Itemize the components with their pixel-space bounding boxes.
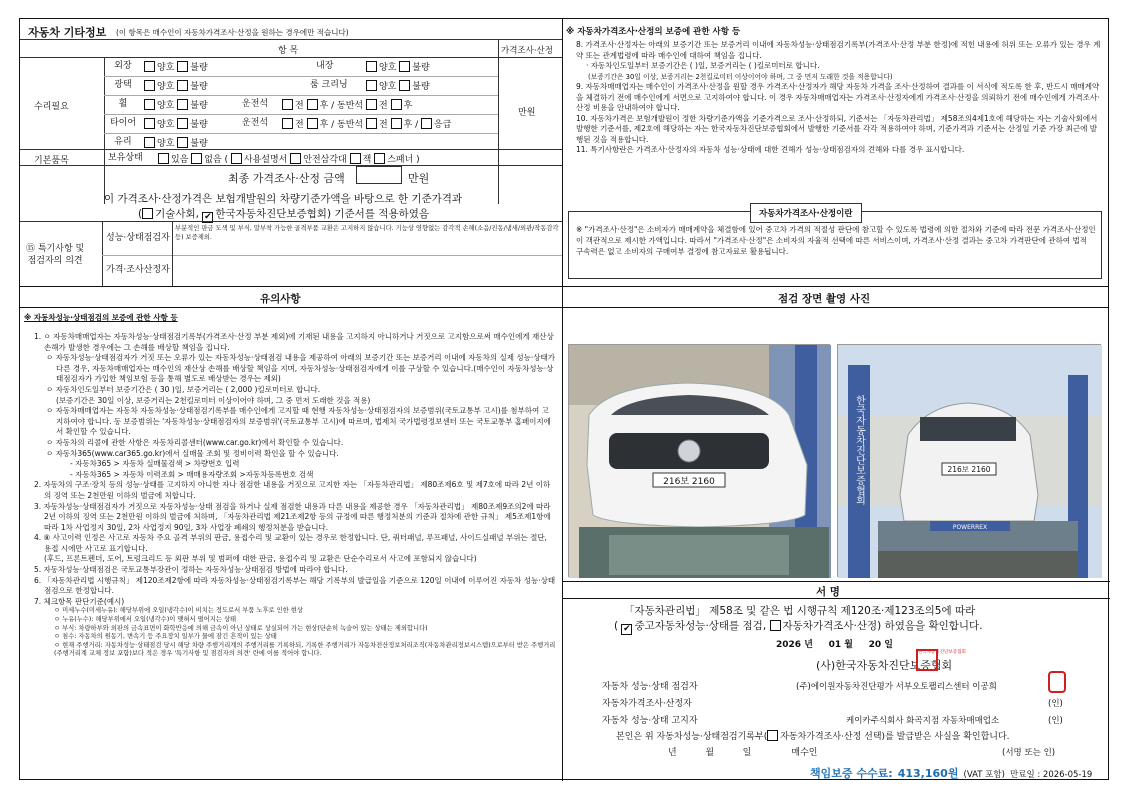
checkbox[interactable] bbox=[366, 61, 377, 72]
fee-line: 책임보증 수수료: 413,160원 (VAT 포함) 만료일 : 2026-05-19 bbox=[810, 767, 1093, 780]
checkbox[interactable] bbox=[366, 118, 377, 129]
checkbox[interactable] bbox=[350, 153, 361, 164]
inspection-photo-front bbox=[568, 344, 830, 577]
repair-label-exterior: 외장 bbox=[114, 61, 132, 71]
checkbox[interactable] bbox=[374, 153, 385, 164]
sign-title: 서 명 bbox=[816, 586, 840, 598]
plate-text-rear: 216보 2160 bbox=[947, 465, 991, 474]
checkbox[interactable] bbox=[767, 730, 778, 741]
banner-text: 한국자동차진단보증협회 bbox=[853, 395, 865, 505]
checkbox[interactable] bbox=[177, 61, 188, 72]
checkbox[interactable] bbox=[290, 153, 301, 164]
opt-glass: 양호 불량 bbox=[144, 137, 208, 150]
opt-tire: 양호 불량 bbox=[144, 118, 208, 131]
checkbox[interactable] bbox=[391, 99, 402, 110]
photos-title: 점검 장면 촬영 사진 bbox=[778, 293, 871, 305]
sign-org: (사)한국자동차진단보증협회 bbox=[816, 659, 953, 672]
special-label: ⑮ 특기사항 및 점검자의 의견 bbox=[26, 244, 85, 266]
item-header: 항 목 bbox=[278, 46, 299, 56]
checkbox[interactable] bbox=[177, 99, 188, 110]
repair-label-interior: 내장 bbox=[316, 61, 334, 71]
inspection-photo-rear bbox=[837, 344, 1101, 577]
repair-label-wheel: 휠 bbox=[118, 99, 128, 109]
checkbox-checked[interactable]: ✔ bbox=[204, 212, 212, 222]
cautions-heading: ※ 자동차성능·상태점검의 보증에 관한 사항 등 bbox=[24, 313, 178, 322]
final-line1: 이 가격조사·산정가격은 보험개발원의 차량기준가액을 바탕으로 한 기준가격과 bbox=[104, 193, 463, 205]
inspector-value: (주)에이원자동차진단평가 서부오토팰리스센터 이공희 bbox=[796, 682, 997, 692]
cautions-title: 유의사항 bbox=[260, 293, 301, 305]
checkbox[interactable] bbox=[177, 118, 188, 129]
checkbox[interactable] bbox=[770, 620, 781, 631]
price-value: 만원 bbox=[518, 108, 536, 118]
opt-gloss: 양호 불량 bbox=[144, 80, 208, 93]
checkbox[interactable] bbox=[144, 80, 155, 91]
final-line2: ( 기술사회, ✔ 한국자동차진단보증협회) 기준서를 적용하였음 bbox=[138, 208, 430, 222]
right-heading: ※ 자동차가격조사·산정의 보증에 관한 사항 등 bbox=[566, 27, 741, 37]
repair-label-glass: 유리 bbox=[114, 137, 132, 147]
opt-room: 양호 불량 bbox=[366, 80, 430, 93]
box-title: 자동차가격조사·산정이란 bbox=[750, 203, 862, 223]
checkbox[interactable] bbox=[366, 99, 377, 110]
checkbox[interactable] bbox=[144, 137, 155, 148]
tire-position: 운전석 bbox=[242, 118, 269, 128]
sign-date: 2026 년 01 월 20 일 bbox=[776, 640, 893, 650]
sign-law: 「자동차관리법」 제58조 및 같은 법 시행규칙 제120조·제123조의5에 따라 bbox=[624, 605, 976, 617]
opt-exterior: 양호 불량 bbox=[144, 61, 208, 74]
checkbox[interactable] bbox=[307, 99, 318, 110]
basic-label: 기본품목 bbox=[34, 156, 69, 166]
checkbox[interactable] bbox=[282, 99, 293, 110]
checkbox-checked[interactable]: ✔ bbox=[623, 624, 631, 634]
basic-opts: 있음 없음 ( 사용설명서 안전삼각대 잭 스패너 ) bbox=[158, 153, 420, 166]
org-seal: 한국자동차진단보증협회 bbox=[916, 649, 938, 671]
special-row1-label: 성능·상태점검자 bbox=[106, 233, 170, 243]
checkbox[interactable] bbox=[158, 153, 169, 164]
buyer-line: 년 월 일 매수인 bbox=[668, 748, 818, 758]
special-row2-label: 가격·조사산정자 bbox=[106, 265, 170, 275]
checkbox[interactable] bbox=[177, 80, 188, 91]
opt-wheel-pos: 전 후 / 동반석 전 후 bbox=[282, 99, 412, 112]
price-header: 가격조사·산정 bbox=[501, 46, 553, 56]
wheel-position: 운전석 bbox=[242, 99, 269, 109]
notifier-sign: (인) bbox=[1048, 716, 1063, 726]
checkbox[interactable] bbox=[391, 118, 402, 129]
appraiser-label: 자동차가격조사·산정자 bbox=[602, 699, 692, 709]
repair-label-room: 룸 크리닝 bbox=[310, 80, 348, 90]
receipt-line: 본인은 위 자동차성능·상태점검기록부( 자동차가격조사·산정 선택)를 발급받은 사실을 확인합니다. bbox=[616, 732, 1010, 742]
other-info-subtitle: (이 항목은 매수인이 자동차가격조사·산정을 원하는 경우에만 적습니다) bbox=[116, 28, 349, 37]
final-price-box[interactable] bbox=[356, 166, 402, 184]
checkbox[interactable] bbox=[366, 80, 377, 91]
repair-label-tire: 타이어 bbox=[109, 118, 137, 128]
repair-group-label: 수리필요 bbox=[34, 102, 69, 112]
plate-text: 216보 2160 bbox=[663, 477, 715, 487]
inspector-seal bbox=[1048, 671, 1066, 693]
checkbox[interactable] bbox=[421, 118, 432, 129]
opt-tire-pos: 전 후 / 동반석 전 후 / 응급 bbox=[282, 118, 451, 131]
checkbox[interactable] bbox=[307, 118, 318, 129]
cautions-list: 1. ㅇ 자동차매매업자는 자동차성능·상태점검기록부(가격조사·산정 부분 제외)에 기재된 내용을 고지하지 아니하거나 거짓으로 고지함으로써 매수인에게 재산상 손해가 발생한 경우에는 그 손해를 배상할 책임을 집니다. ㅇ 자동차성능·상태점검자가 거짓 또는 오류가 있는 자동차성능·상태점검 내용을 제공하여 아래의 보증기간 또는 보증거리 이내에 자동차의 실제 성능·상태가 다른 경우, 자동차매매업자는 매수인의 재산상 손해를 배상할 책임을 지며, 자동차성능·상태점검자에게 이를 구상할 수 있습니다.(매수인이 자동차성능·상태점검자가 가입한 책임보험 등을 통해 별도로 배상받는 경우는 제외) ㅇ 자동차인도일부터 보증기간은 ( 30 )일, 보증거리는 ( 2,000 )킬로미터로 합니다. (보증기간은 30일 이상, 보증거리는 2천킬로미터 이상이어야 하며, 그 중 먼저 도래한 것을 적용) ㅇ 자동차매매업자는 자동차 자동차성능·상태점검기록부를 매수인에게 고지할 때 현행 자동차성능·상태점검자의 보증범위(국토교통부 고시)를 첨부하여 고지하여야 합니다. 동 보증범위는 '자동차성능·상태점검자의 보증범위'(국토교통부 고시)에 따르며, 법제처 국가법령정보센터 또는 국토교통부 홈페이지에서 확인할 수 있습니다. ㅇ 자동차의 리콜에 관한 사항은 자동차리콜센터(www.car.go.kr)에서 확인할 수 있습니다. ㅇ 자동차365(www.car365.go.kr)에서 실매물 조회 및 정비이력 확인을 할 수 있습니다. - 자동차365 > 자동차 실매물검색 > 차량번호 입력 - 자동차365 > 자동차 이력조회 > 매매용자량조회 >자동차등록번호 검색 2. 자동차의 구조·장치 등의 성능·상태를 고지하지 아니한 자나 점검한 내용을 거짓으로 고지한 자는 「자동차관리법」 제80조제6호 및 제7호에 따라 2년 이하의 징역 또는 2천만원 이하의 벌금에 처합니다. 3. 자동차성능·상태점검자가 거짓으로 자동차성능·상태 점검을 하거나 실제 점검한 내용과 다른 내용을 제공한 경우 「자동차관리법」 제80조제9조의2에 따라 2년 이하의 징역 또는 2천만원 이하의 벌금에 처하며, 「자동차관리법 제21조제2항 등의 규정에 따른 행정처분의 기준과 절차에 관한 규칙」 제5조제1항에 따라 1차 사업정지 30일, 2차 사업정지 90일, 3차 사업장 폐쇄의 행정처분을 받습니다. 4. ⑧ 사고이력 인정은 사고로 자동차 주요 골격 부위의 판금, 용접수리 및 교환이 있는 경우로 한정합니다. 단, 쿼터패널, 루프패널, 사이드실패널 부위는 절단, 용접 시에만 사고로 표기합니다. (후드, 프론트펜더, 도어, 트렁크리드 등 외판 부위 및 범퍼에 대한 판금, 용접수리 및 교환은 단순수리로서 사고에 포함되지 않습니다) 5. 자동차성능·상태점검은 국토교통부장관이 정하는 자동차성능·상태점검 방법에 따라야 합니다. 6. 「자동차관리법 시행규칙」 제120조제2항에 따라 자동차성능·상태점검기록부는 해당 기록부의 발급일을 기준으로 120일 이내에 이루어진 자동차 성능·상태점검으로 한정합니다. 7. 체크항목 판단기준(예시) ㅇ 미세누수(미세누유): 해당부위에 오일(냉각수)이 비치는 정도로서 부품 노후로 인한 현상 ㅇ 누유(누수): 해당부위에서 오일(냉각수)이 맺혀서 떨어지는 상태 ㅇ 부식: 차량하부와 외판의 금속표면이 화학반응에 의해 금속이 아닌 상태로 상실되어 가는 현상(단순히 녹슬어 있는 상태는 제외합니다) ㅇ 침수: 자동차의 원동기, 변속기 등 주요장치 일부가 물에 잠긴 흔적이 있는 상태 ㅇ 현재 주행거리: 자동차성능·상태점검 당시 해당 차량 주행거리계의 주행거리를 기록하되, 기록한 주행거리가 자동차전산정보처리조직(자동차관리정보시스템)으로부터 받은 주행거리(주행거리계 교체 정보 포함)보다 적은 경우 '특기사항 및 점검자의 의견' 란에 이를 적어야 합니다. bbox=[34, 332, 556, 658]
sign-check: ( ✔ 중고자동차성능·상태를 점검, 자동차가격조사·산정) 하였음을 확인합니다. bbox=[614, 620, 983, 634]
opt-wheel: 양호 불량 bbox=[144, 99, 208, 112]
repair-label-gloss: 광택 bbox=[114, 80, 132, 90]
opt-interior: 양호 불량 bbox=[366, 61, 430, 74]
checkbox[interactable] bbox=[191, 153, 202, 164]
checkbox[interactable] bbox=[144, 61, 155, 72]
checkbox[interactable] bbox=[177, 137, 188, 148]
special-row1-text: 부분적인 판금 도색 및 부식, 말부착 가능한 골격부품 교환은 고지하지 않습니다. 기능상 영향없는 감각적 손해(소음/진동/냄새/외관/작동감각 등) 보증제외. bbox=[175, 225, 559, 241]
basic-sub: 보유상태 bbox=[108, 153, 143, 163]
final-price-label: 최종 가격조사·산정 금액 bbox=[228, 172, 345, 185]
checkbox[interactable] bbox=[399, 61, 410, 72]
inspector-label: 자동차 성능·상태 점검자 bbox=[602, 682, 698, 692]
inspection-record-sheet bbox=[19, 18, 1109, 780]
checkbox[interactable] bbox=[231, 153, 242, 164]
checkbox[interactable] bbox=[144, 99, 155, 110]
box-text: ※ "가격조사·산정"은 소비자가 매매계약을 체결함에 있어 중고차 가격의 적절성 판단에 참고할 수 있도록 법령에 의한 절차와 기준에 따라 전문 가격조사·산정인이 객관적으로 제시한 가액입니다. 따라서 "가격조사·산정"은 소비자의 자율적 선택에 따른 서비스이며, 가격조사·산정 결과는 중고차 가격판단에 관하여 법적 구속력은 없고 소비자의 구매여부 결정에 참고자료로 활용됩니다. bbox=[576, 225, 1096, 256]
checkbox[interactable] bbox=[144, 118, 155, 129]
checkbox[interactable] bbox=[399, 80, 410, 91]
notifier-label: 자동차 성능·상태 고지자 bbox=[602, 716, 698, 726]
final-price-unit: 만원 bbox=[408, 172, 430, 185]
checkbox[interactable] bbox=[282, 118, 293, 129]
lift-label: POWERREX bbox=[952, 524, 988, 531]
checkbox[interactable] bbox=[142, 208, 153, 219]
other-info-title: 자동차 기타정보 bbox=[28, 26, 107, 39]
buyer-sign: (서명 또는 인) bbox=[1002, 748, 1056, 758]
right-items: 8. 가격조사·산정자는 아래의 보증기간 또는 보증거리 이내에 자동차성능·상태점검기록부(가격조사·산정 부분 한정)에 적힌 내용에 허위 또는 오류가 있는 경우 계약 또는 관계법령에 따라 매수인에 대하여 책임을 집니다. · 자동차인도일부터 보증기간은 ( )일, 보증거리는 ( )킬로미터로 합니다. (보증기간은 30일 이상, 보증거리는 2천킬로미터 이상이어야 하며, 그 중 먼저 도래한 것을 적용합니다) 9. 자동차매매업자는 매수인이 가격조사·산정을 원할 경우 가격조사·산정자가 해당 자동차 가격을 조사·산정하여 결과를 이 서식에 적도록 한 후, 반드시 매매계약을 체결하기 전에 매수인에게 서면으로 고지하여야 합니다. 이 경우 자동차매매업자는 가격조사·산정자에게 가격조사·산정을 의뢰하기 전에 매수인에게 가격조사·산정 비용을 안내하여야 합니다. 10. 자동차가격은 보험개발원이 정한 차량기준가액을 기준가격으로 조사·산정하되, 기준서는 「자동차관리법」 제58조의4제1호에 해당하는 자는 기술사회에서 발행한 기준서를, 제2호에 해당하는 자는 한국자동차진단보증협회에서 발행한 기준서를 각각 적용하여야 하며, 기준가격과 기준서는 산정일 기준 가장 최근에 발행된 것을 적용합니다. 11. 특기사항란은 가격조사·산정자의 자동차 성능·상태에 대한 견해가 성능·상태점검자의 견해와 다를 경우 표시합니다. bbox=[576, 40, 1101, 154]
notifier-value: 케이카주식회사 화곡지점 자동차매매업소 bbox=[846, 716, 1000, 726]
appraiser-sign: (인) bbox=[1048, 699, 1063, 709]
